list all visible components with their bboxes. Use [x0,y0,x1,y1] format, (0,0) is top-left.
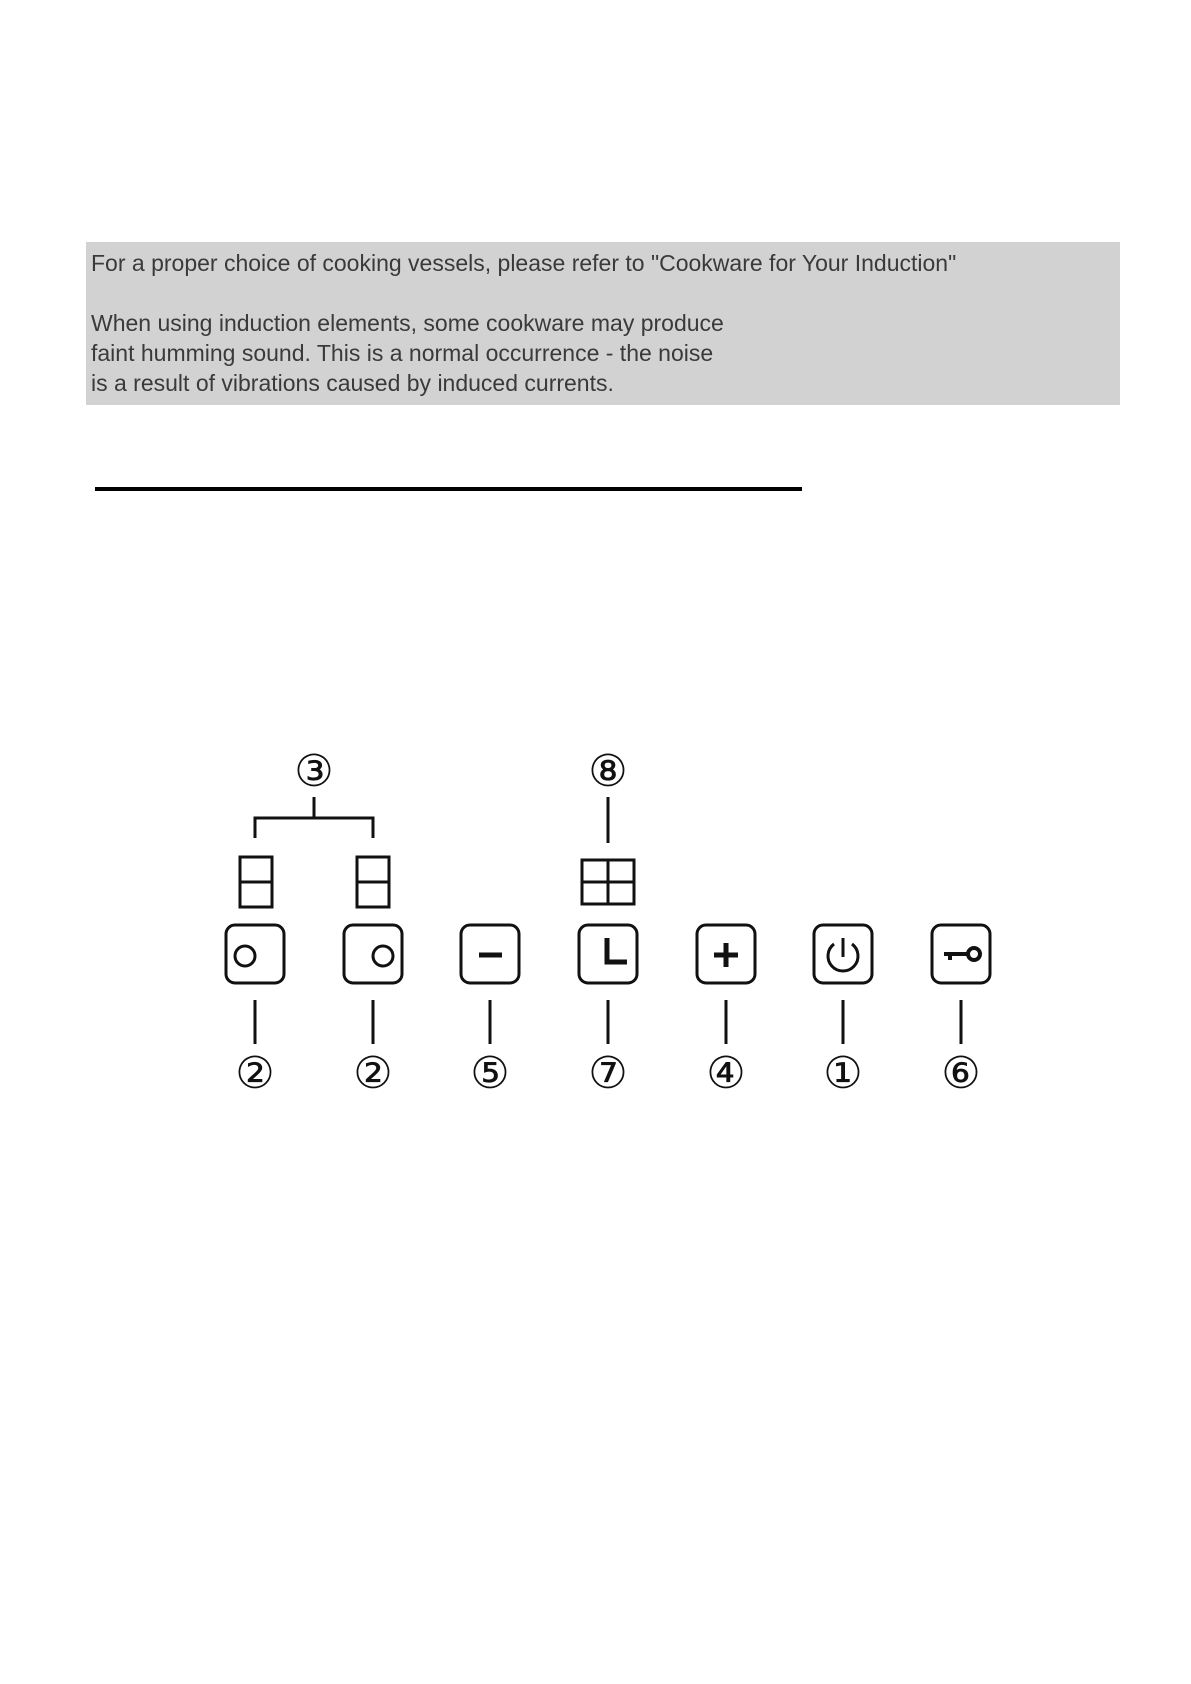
key-lock-icon [944,948,980,960]
callout-key-lock: ⑥ [941,1048,981,1099]
note-line: faint humming sound. This is a normal occurrence - the noise [91,340,714,366]
note-line: For a proper choice of cooking vessels, please refer to "Cookware for Your Induction" [91,250,957,276]
plus-icon [714,943,738,967]
zone-right-icon [373,946,393,966]
callout-minus: ⑤ [470,1048,510,1099]
zone-display-right [357,857,389,907]
timer-display [582,860,634,904]
callout-power: ① [823,1048,863,1099]
callout-timer: ⑦ [588,1048,628,1099]
note-line: is a result of vibrations caused by induced currents. [91,370,614,396]
power-icon [828,938,858,971]
callout-zone-left: ② [235,1048,275,1099]
callout-zone-right: ② [353,1048,393,1099]
note-line: When using induction elements, some cookware may produce [91,310,724,336]
callout-zone-display: ③ [294,746,334,797]
zone-display-left [240,857,272,907]
zone-left-icon [235,946,255,966]
callout-plus: ④ [706,1048,746,1099]
callout-timer-display: ⑧ [588,746,628,797]
timer-icon [607,938,627,962]
zone-bracket [255,797,373,838]
